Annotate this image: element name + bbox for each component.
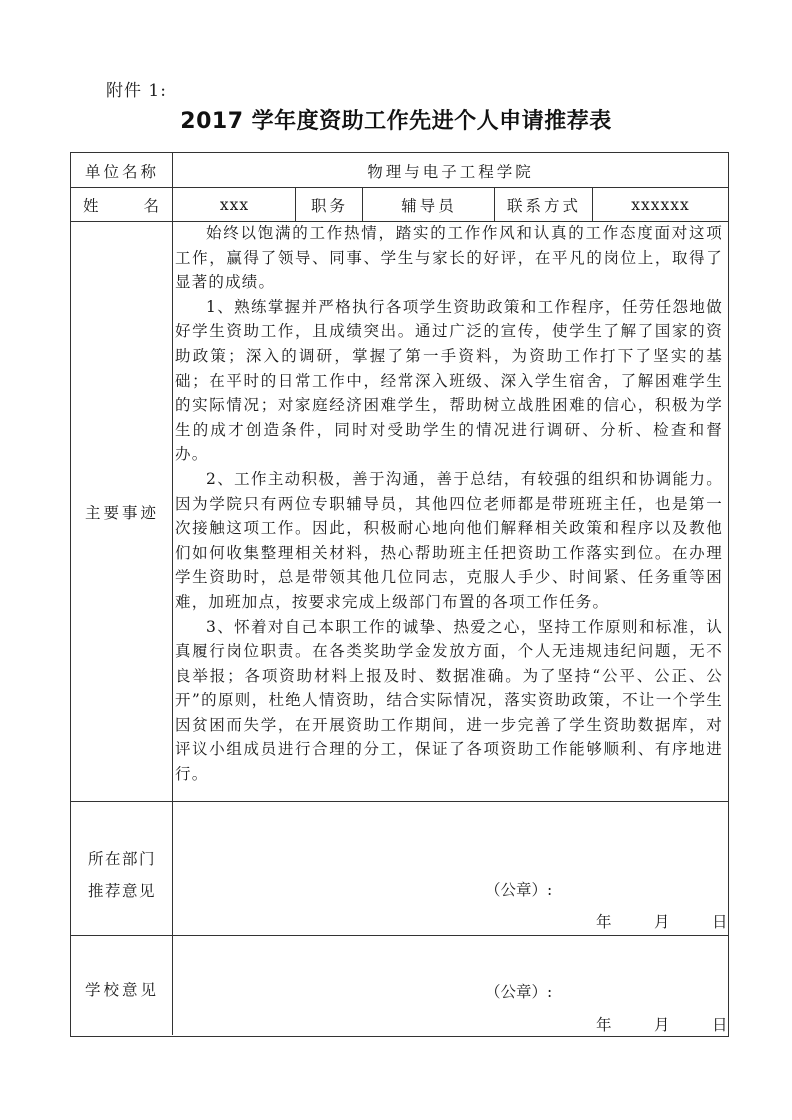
dept-label-line-1: 所在部门 [87,850,156,868]
main-deeds-label: 主要事迹 [84,504,159,522]
deeds-paragraph: 3、怀着对自己本职工作的诚挚、热爱之心，坚持工作原则和标准，认真履行岗位职责。在各类奖助学金发放方面，个人无违规违纪问题，无不良举报；各项资助材料上报及时、数据准确。为了坚持“公平、公正、公开”的原则，杜绝人情资助，结合实际情况，落实资助政策，不让一个学生因贫困而失学，在开展资助工作期间，进一步完善了学生资助数据库，对评议小组成员进行合理的分工，保证了各项资助工作能够顺利、有序地进行。 [175,617,723,784]
contact-value[interactable]: xxxxxx [631,196,690,214]
position-label: 职务 [310,197,348,215]
dept-seal-label: （公章）: [485,881,553,899]
main-deeds-text[interactable] [175,221,723,787]
position-value[interactable]: 辅导员 [401,197,457,215]
school-date [596,1013,728,1035]
deeds-paragraph: 始终以饱满的工作热情，踏实的工作作风和认真的工作态度面对这项工作，赢得了领导、同事、学生与家长的好评，在平凡的岗位上，取得了显著的成绩。 [175,224,723,292]
form-title: 2017 学年度资助工作先进个人申请推荐表 [180,109,612,134]
dept-date [596,910,728,932]
attachment-label: 附件 1: [106,81,167,101]
contact-label: 联系方式 [506,197,581,215]
school-date-day: 日 [712,1016,728,1034]
school-seal-label: （公章）: [485,983,553,1001]
unit-name-label: 单位名称 [84,162,159,181]
dept-date-day: 日 [712,913,728,931]
dept-date-year: 年 [596,913,612,931]
school-date-year: 年 [596,1016,612,1034]
name-label [71,188,173,222]
deeds-paragraph: 2、工作主动积极，善于沟通，善于总结，有较强的组织和协调能力。因为学院只有两位专职辅导员，其他四位老师都是带班班主任，也是第一次接触这项工作。因此，积极耐心地向他们解释相关政策和程序以及教他们如何收集整理相关材料，热心帮助班主任把资助工作落实到位。在办理学生资助时，总是带领其他几位同志，克服人手少、时间紧、任务重等困难，加班加点，按要求完成上级部门布置的各项工作任务。 [175,469,723,611]
school-opinion-label: 学校意见 [84,981,159,999]
unit-name-value[interactable]: 物理与电子工程学院 [367,162,534,181]
name-label-char-1: 姓 [83,197,99,215]
school-date-month: 月 [654,1016,670,1034]
application-form-table [70,152,729,1037]
deeds-paragraph: 1、熟练掌握并严格执行各项学生资助政策和工作程序，任劳任怨地做好学生资助工作，且成绩突出。通过广泛的宣传，使学生了解了国家的资助政策；深入的调研，掌握了第一手资料，为资助工作打下了坚实的基础；在平时的日常工作中，经常深入班级、深入学生宿舍，了解困难学生的实际情况；对家庭经济困难学生，帮助树立战胜困难的信心，积极为学生的成才创造条件，同时对受助学生的情况进行调研、分析、检查和督办。 [175,297,723,464]
name-value[interactable]: xxx [219,196,250,214]
name-label-char-2: 名 [143,197,159,215]
dept-date-month: 月 [654,913,670,931]
dept-label-line-2: 推荐意见 [87,882,156,900]
dept-recommendation-label [71,843,173,907]
